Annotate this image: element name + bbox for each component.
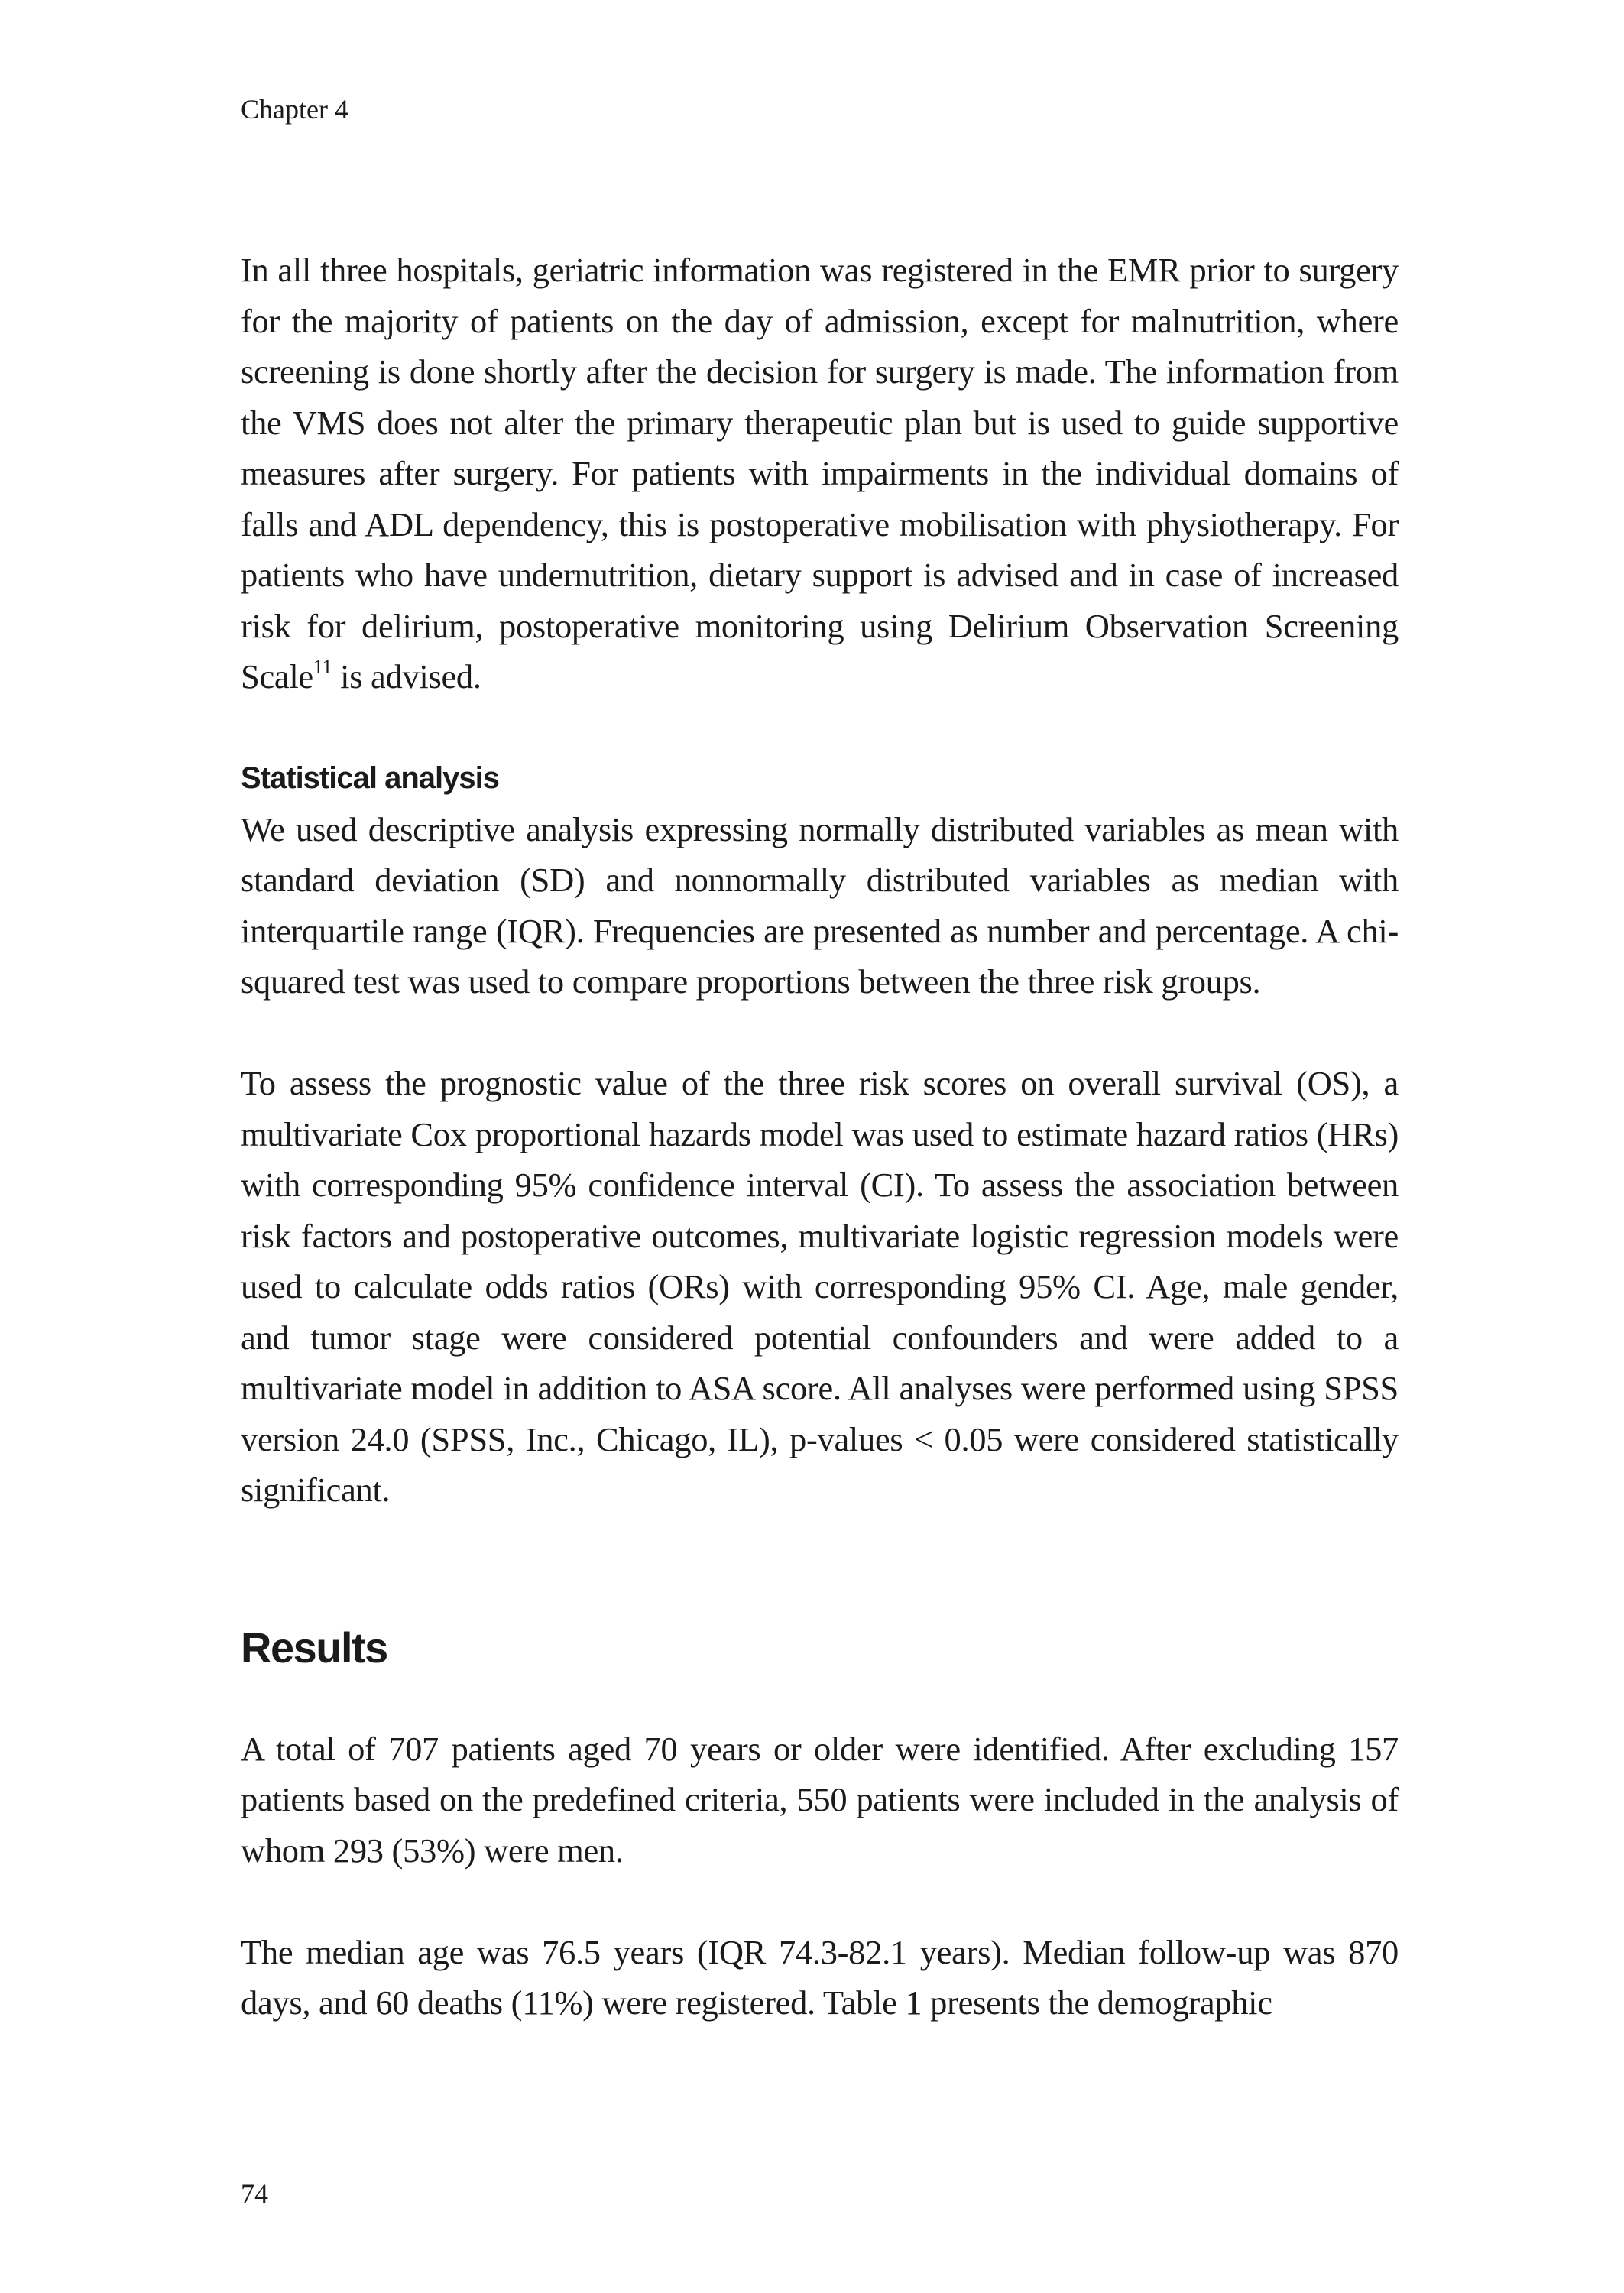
statistical-analysis-heading: Statistical analysis [241, 761, 499, 795]
results-heading: Results [241, 1623, 387, 1672]
paragraph-gap [241, 1673, 1399, 1724]
page-number: 74 [241, 2178, 268, 2209]
paragraph-gap [241, 1516, 1399, 1623]
intro-paragraph [241, 245, 1399, 702]
statistical-analysis-paragraph-1: We used descriptive analysis expressing normally distributed variables as mean with standard deviation (SD) and nonnormally distributed variables as median with interquartile range (IQR). Frequencies are presented as number and percentage. A chi-squared test was used to compare proportions between the three risk groups. [241, 809, 1399, 1001]
paragraph-gap [241, 702, 1399, 754]
intro-paragraph-text: In all three hospitals, geriatric information was registered in the EMR prior to surgery for the majority of patients on the day of admission, except for malnutrition, where screening is done shortly after the decision for surgery is made. The information from the VMS does not alter the primary therapeutic plan but is used to guide supportive measures after surgery. For patients with impairments in the individual domains of falls and ADL dependency, this is postoperative mobilisation with physiotherapy. For patients who have undernutrition, dietary support is advised and in case of increased risk for delirium, postoperative monitoring using Delirium Observation Screening Scale [241, 251, 1399, 696]
paragraph-gap [241, 1007, 1399, 1059]
running-head: Chapter 4 [241, 94, 348, 125]
results-paragraph-1: A total of 707 patients aged 70 years or older were identified. After excluding 157 patients based on the predefined criteria, 550 patients were included in the analysis of whom 293 (53%) were men. [241, 1729, 1399, 1870]
results-paragraph-2: The median age was 76.5 years (IQR 74.3-82.1 years). Median follow-up was 870 days, and 60 deaths (11%) were registered. Table 1 presents the demographic [241, 1932, 1399, 2022]
paragraph-gap [241, 1876, 1399, 1927]
intro-paragraph-tail: is advised. [332, 657, 481, 696]
page-body [241, 245, 1399, 2029]
statistical-analysis-paragraph-2: To assess the prognostic value of the three risk scores on overall survival (OS), a multivariate Cox proportional hazards model was used to estimate hazard ratios (HRs) with corresponding 95% confidence interval (CI). To assess the association between risk factors and postoperative outcomes, multivariate logistic regression models were used to calculate odds ratios (ORs) with corresponding 95% CI. Age, male gender, and tumor stage were considered potential confounders and were added to a multivariate model in addition to ASA score. All analyses were performed using SPSS version 24.0 (SPSS, Inc., Chicago, IL), p-values < 0.05 were considered statistically significant. [241, 1064, 1399, 1509]
citation-superscript: 11 [313, 656, 332, 678]
